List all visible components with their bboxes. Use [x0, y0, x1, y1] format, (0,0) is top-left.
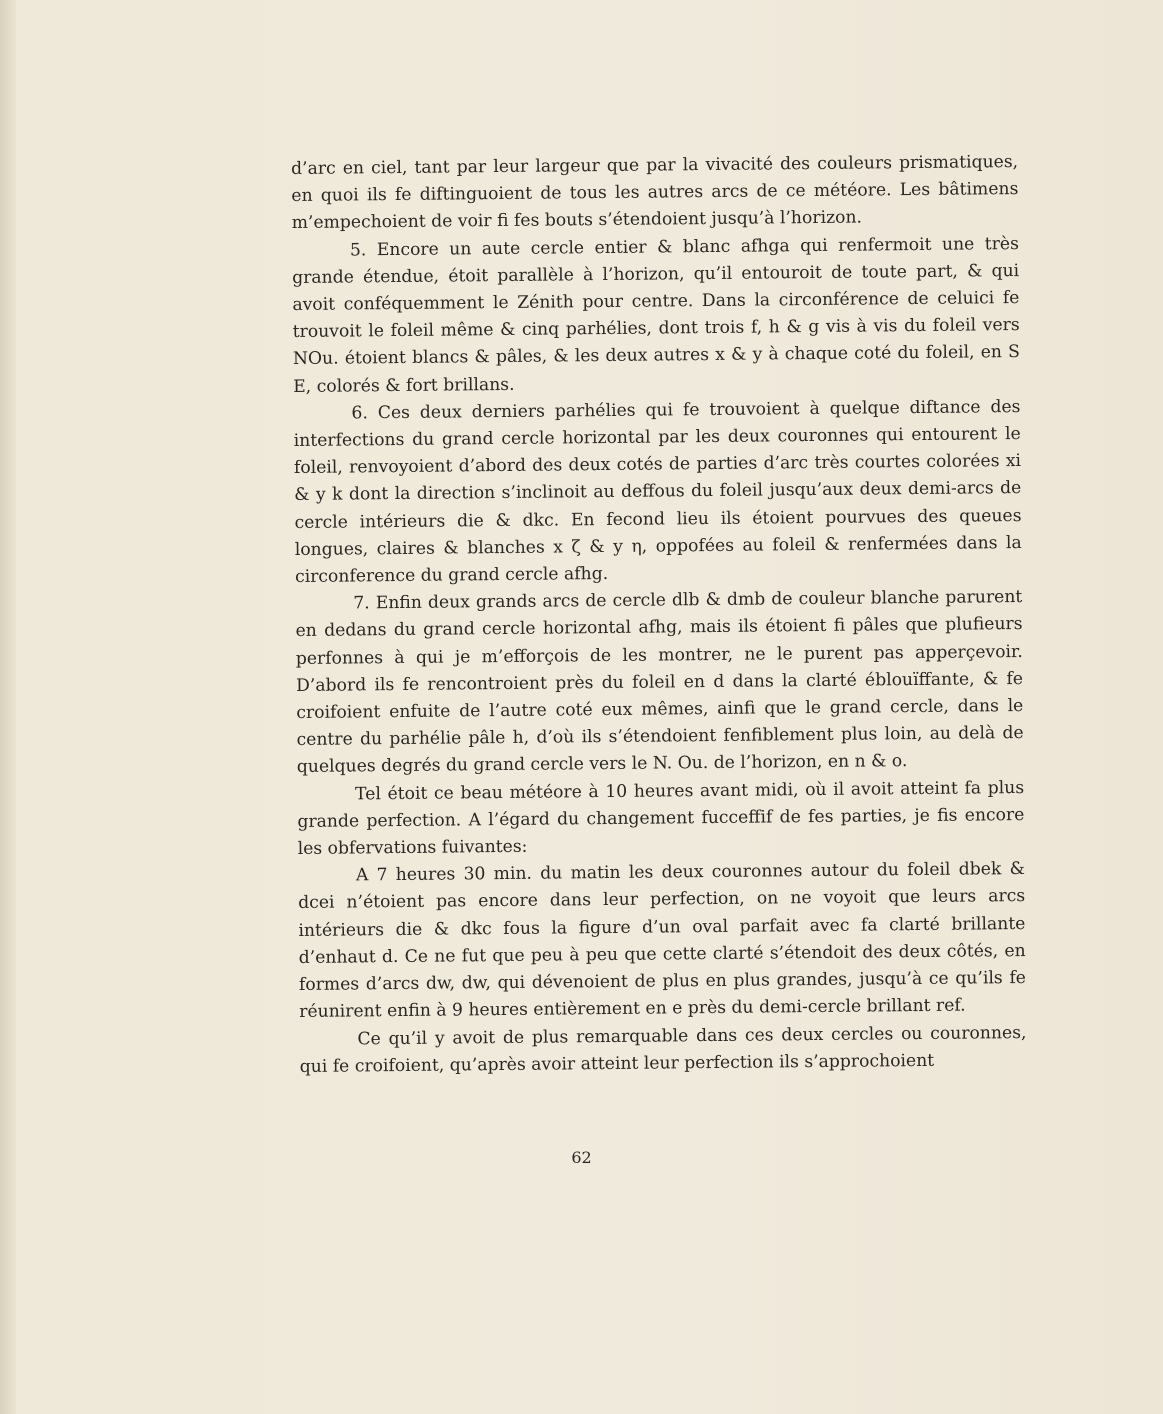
paragraph-5: Tel étoit ce beau météore à 10 heures avant midi, où il avoit atteint fa plus grande perfection. A l’égard du changement fucceffif de fes parties, je fis encore les obfervations fuivantes: — [297, 777, 1025, 860]
body-text — [291, 149, 1027, 1081]
paragraph-2: 5. Encore un aute cercle entier & blanc afhga qui renfermoit une très grande étendue, étoit parallèle à l’horizon, qu’il entouroit de toute part, & qui avoit conféquemment le Zénith pour centre. Dans la circonférence de celuici fe trouvoit le foleil même & cinq parhélies, dont trois f, h & g vis à vis du foleil vers NOu. étoient blancs & pâles, & les deux autres x & y à chaque coté du foleil, en S E, colorés & fort brillans. — [292, 233, 1021, 397]
paragraph-3: 6. Ces deux derniers parhélies qui fe trouvoient à quelque diftance des interfections du grand cercle horizontal par les deux couronnes qui entourent le foleil, renvoyoient d’abord des deux cotés de parties d’arc très courtes colorées xi & y k dont la direction s’inclinoit au deffous du foleil jusqu’aux deux demi-arcs de cercle intérieurs die & dkc. En fecond lieu ils étoient pourvues des queues longues, claires & blanches x ζ & y η, oppofées au foleil & renfermées dans la circonference du grand cercle afhg. — [293, 396, 1022, 588]
paragraph-1: d’arc en ciel, tant par leur largeur que par la vivacité des couleurs prismatiques, en quoi ils fe diftinguoient de tous les autres arcs de ce météore. Les bâtimens m’empechoient de voir fi fes bouts s’étendoient jusqu’à l’horizon. — [291, 152, 1019, 234]
page-number: 62 — [571, 1148, 592, 1167]
paragraph-7: Ce qu’il y avoit de plus remarquable dans ces deux cercles ou couronnes, qui fe croifoient, qu’après avoir atteint leur perfection ils s’approchoient — [299, 1022, 1027, 1077]
paragraph-4: 7. Enfin deux grands arcs de cercle dlb & dmb de couleur blanche parurent en dedans du grand cercle horizontal afhg, mais ils étoient fi pâles que plufieurs perfonnes à qui je m’efforçois de les montrer, ne le purent pas apperçevoir. D’abord ils fe rencontroient près du foleil en d dans la clarté éblouïffante, & fe croifoient enfuite de l’autre coté eux mêmes, ainfi que le grand cercle, dans le centre du parhélie pâle h, d’où ils s’étendoient fenfiblement plus loin, au delà de quelques degrés du grand cercle vers le N. Ou. de l’horizon, en n & o. — [295, 587, 1024, 778]
page-gutter — [0, 0, 16, 1414]
paragraph-6: A 7 heures 30 min. du matin les deux couronnes autour du foleil dbek & dcei n’étoient pas encore dans leur perfection, on ne voyoit que leurs arcs intérieurs die & dkc fous la figure d’un oval parfait avec fa clarté brillante d’enhaut d. Ce ne fut que peu à peu que cette clarté s’étendoit des deux côtés, en formes d’arcs dw, dw, qui dévenoient de plus en plus grandes, jusqu’à ce qu’ils fe réunirent enfin à 9 heures entièrement en e près du demi-cercle brillant ref. — [298, 859, 1027, 1023]
